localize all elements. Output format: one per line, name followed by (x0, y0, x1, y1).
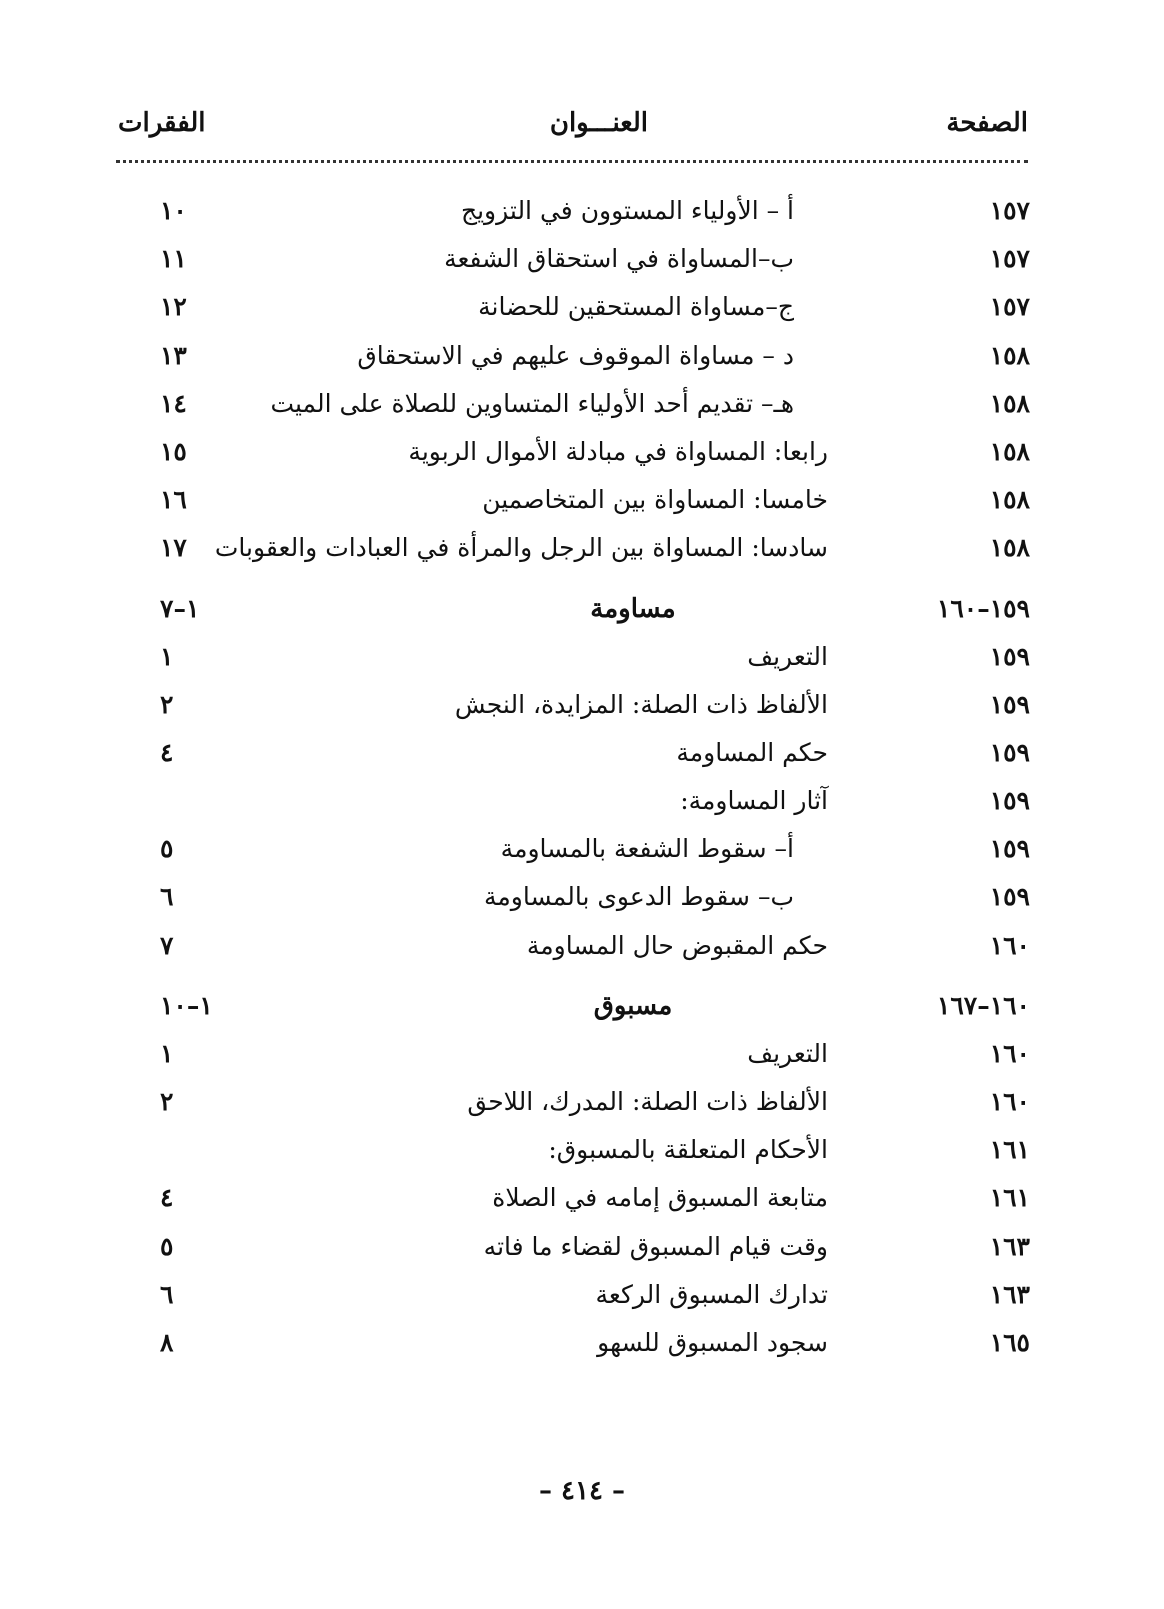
paragraph-number: ١٧ (160, 533, 187, 563)
paragraph-number: ٢ (160, 1087, 174, 1116)
table-row (0, 636, 1164, 684)
entry-title: ج–مساواة المستحقين للحضانة (478, 292, 794, 322)
header-page-label: الصفحة (946, 108, 1028, 138)
table-row (0, 1129, 1164, 1177)
table-row (0, 286, 1164, 334)
section-title: مسبوق (593, 990, 673, 1021)
entry-title: رابعا: المساواة في مبادلة الأموال الربوية (408, 436, 828, 466)
entry-title: الأحكام المتعلقة بالمسبوق: (548, 1135, 828, 1165)
paragraph-number: ١٠ (160, 196, 187, 225)
section-heading-row (0, 973, 1164, 1033)
table-row (0, 238, 1164, 286)
table-row (0, 828, 1164, 876)
table-row (0, 190, 1164, 238)
page-number: ١٥٩ (989, 786, 1030, 816)
table-row (0, 479, 1164, 527)
paragraph-number: ٦ (160, 1279, 174, 1309)
entry-title: متابعة المسبوق إمامه في الصلاة (492, 1183, 828, 1213)
paragraph-number: ٥ (160, 834, 174, 864)
page-number: ١٦٣ (989, 1231, 1030, 1261)
table-row (0, 780, 1164, 828)
page-number: ١٦٣ (989, 1279, 1030, 1309)
paragraph-number: ١٣ (160, 340, 187, 370)
paragraph-number: ١٢ (160, 292, 187, 322)
paragraph-number: ٤ (160, 1183, 174, 1213)
table-header (118, 108, 1028, 148)
paragraph-range: ١–١٠ (160, 990, 213, 1020)
paragraph-number: ٥ (160, 1231, 174, 1261)
entry-title: أ– سقوط الشفعة بالمساومة (500, 834, 794, 864)
entry-title: وقت قيام المسبوق لقضاء ما فاته (483, 1231, 828, 1261)
table-row (0, 1081, 1164, 1129)
paragraph-number: ٤ (160, 737, 174, 767)
paragraph-number: ٦ (160, 882, 174, 912)
page-number: ١٥٨ (989, 436, 1030, 466)
page-number: ١٥٧ (989, 292, 1030, 322)
page-number: ١٥٧ (989, 244, 1030, 274)
page-number: ١٦٠ (989, 930, 1030, 960)
page-footer-number: – ٤١٤ – (538, 1476, 626, 1506)
table-row (0, 1033, 1164, 1081)
table-row (0, 383, 1164, 431)
table-row (0, 1226, 1164, 1274)
page-range: ١٥٩–١٦٠ (936, 593, 1030, 623)
paragraph-number: ٧ (160, 930, 174, 960)
table-row (0, 1322, 1164, 1370)
page-number: ١٦٠ (989, 1038, 1030, 1068)
entry-title: أ – الأولياء المستوون في التزويج (460, 196, 794, 225)
table-row (0, 1274, 1164, 1322)
entry-title: هـ– تقديم أحد الأولياء المتساوين للصلاة على الميت (270, 388, 794, 418)
page-number: ١٦١ (989, 1135, 1030, 1165)
page-number: ١٥٩ (989, 689, 1030, 719)
page-number: ١٥٨ (989, 485, 1030, 515)
table-row (0, 732, 1164, 780)
page-number: ١٥٩ (989, 834, 1030, 864)
table-row (0, 1177, 1164, 1225)
entry-title: حكم المقبوض حال المساومة (526, 930, 828, 960)
table-row (0, 335, 1164, 383)
page-range: ١٦٠–١٦٧ (936, 990, 1030, 1020)
table-row (0, 925, 1164, 973)
paragraph-number: ١ (160, 641, 174, 671)
header-title-label: العنـــوان (549, 108, 648, 138)
entry-title: آثار المساومة: (680, 786, 828, 816)
entry-title: التعريف (747, 641, 828, 671)
index-entries (0, 190, 1164, 1370)
entry-title: تدارك المسبوق الركعة (595, 1279, 828, 1309)
entry-title: ب–المساواة في استحقاق الشفعة (444, 244, 794, 274)
page-number: ١٥٨ (989, 388, 1030, 418)
entry-title: الألفاظ ذات الصلة: المزايدة، النجش (454, 689, 828, 719)
paragraph-number: ١١ (160, 244, 187, 274)
paragraph-number: ٢ (160, 689, 174, 719)
entry-title: سادسا: المساواة بين الرجل والمرأة في العبادات والعقوبات (214, 533, 828, 563)
paragraph-number: ١٦ (160, 485, 187, 515)
table-row (0, 684, 1164, 732)
page-number: ١٥٩ (989, 737, 1030, 767)
table-row (0, 876, 1164, 924)
header-paragraphs-label: الفقرات (118, 108, 206, 138)
paragraph-number: ١ (160, 1038, 174, 1068)
page-number: ١٦٥ (989, 1327, 1030, 1357)
entry-title: د – مساواة الموقوف عليهم في الاستحقاق (357, 340, 794, 370)
table-row (0, 431, 1164, 479)
paragraph-range: ١–٧ (160, 593, 200, 623)
table-row (0, 527, 1164, 575)
entry-title: حكم المساومة (676, 737, 828, 767)
section-title: مساومة (590, 593, 676, 624)
dotted-divider (116, 160, 1028, 163)
section-heading-row (0, 576, 1164, 636)
page-number: ١٥٨ (989, 533, 1030, 563)
page-number: ١٦٠ (989, 1087, 1030, 1116)
page-number: ١٥٨ (989, 340, 1030, 370)
paragraph-number: ١٤ (160, 388, 187, 418)
page-number: ١٥٩ (989, 882, 1030, 912)
paragraph-number: ٨ (160, 1327, 174, 1357)
entry-title: الألفاظ ذات الصلة: المدرك، اللاحق (467, 1087, 828, 1116)
entry-title: سجود المسبوق للسهو (597, 1327, 828, 1357)
page-number: ١٥٧ (989, 196, 1030, 225)
entry-title: التعريف (747, 1038, 828, 1068)
page-number: ١٦١ (989, 1183, 1030, 1213)
page-number: ١٥٩ (989, 641, 1030, 671)
paragraph-number: ١٥ (160, 436, 187, 466)
entry-title: ب– سقوط الدعوى بالمساومة (483, 882, 794, 912)
entry-title: خامسا: المساواة بين المتخاصمين (482, 485, 828, 515)
